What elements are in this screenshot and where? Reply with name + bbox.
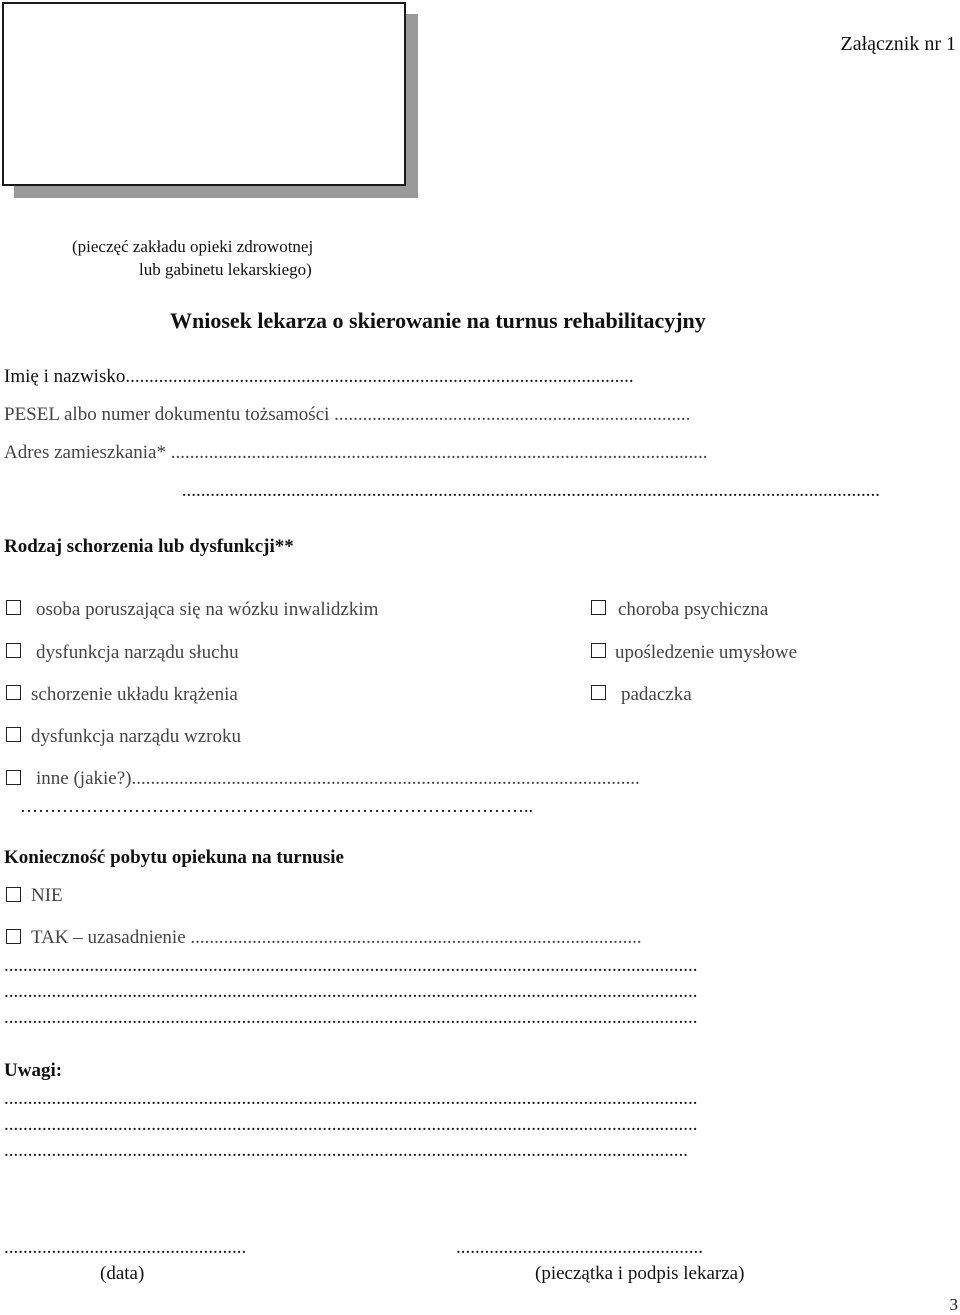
checkbox-mental-illness[interactable] xyxy=(591,600,606,615)
checkbox-vision[interactable] xyxy=(6,727,21,742)
name-field[interactable]: Imię i nazwisko........................................................................................................... xyxy=(4,367,634,386)
justification-line-1[interactable]: .................................................................................................................................................. xyxy=(4,956,698,975)
checkbox-caregiver-no[interactable] xyxy=(6,887,21,902)
checkbox-circulatory[interactable] xyxy=(6,685,21,700)
caregiver-justification-field[interactable]: TAK – uzasadnienie ............................................................................................... xyxy=(31,928,642,947)
attachment-label: Załącznik nr 1 xyxy=(840,33,956,55)
page-number: 3 xyxy=(949,1295,958,1314)
remarks-line-2[interactable]: .................................................................................................................................................. xyxy=(4,1115,698,1134)
remarks-heading: Uwagi: xyxy=(4,1060,63,1081)
checkbox-wheelchair[interactable] xyxy=(6,600,21,615)
checkbox-intellectual-disability[interactable] xyxy=(591,643,606,658)
condition-label-mental-illness: choroba psychiczna xyxy=(618,599,769,620)
page-title: Wniosek lekarza o skierowanie na turnus rehabilitacyjny xyxy=(170,308,706,333)
condition-label-epilepsy: padaczka xyxy=(621,684,692,705)
caregiver-no-label: NIE xyxy=(31,885,63,906)
other-condition-line2[interactable]: ………………………………………………………………………….. xyxy=(20,797,533,815)
stamp-caption-line2: lub gabinetu lekarskiego) xyxy=(139,260,312,279)
justification-line-2[interactable]: .................................................................................................................................................. xyxy=(4,982,698,1001)
date-field[interactable]: ................................................... xyxy=(4,1238,247,1257)
signature-field[interactable]: .................................................... xyxy=(456,1238,703,1257)
stamp-box xyxy=(2,2,406,186)
condition-label-intellectual-disability: upośledzenie umysłowe xyxy=(615,642,798,663)
stamp-caption-line1: (pieczęć zakładu opieki zdrowotnej xyxy=(72,237,314,256)
checkbox-hearing[interactable] xyxy=(6,643,21,658)
condition-label-vision: dysfunkcja narządu wzroku xyxy=(31,726,241,747)
justification-line-3[interactable]: .................................................................................................................................................. xyxy=(4,1008,698,1027)
condition-label-wheelchair: osoba poruszająca się na wózku inwalidzkim xyxy=(36,599,379,620)
caregiver-heading: Konieczność pobytu opiekuna na turnusie xyxy=(4,847,344,868)
checkbox-caregiver-yes[interactable] xyxy=(6,929,21,944)
remarks-line-1[interactable]: .................................................................................................................................................. xyxy=(4,1089,698,1108)
remarks-line-3[interactable]: ................................................................................................................................................ xyxy=(4,1141,688,1160)
condition-label-hearing: dysfunkcja narządu słuchu xyxy=(36,642,239,663)
checkbox-epilepsy[interactable] xyxy=(591,685,606,700)
other-condition-field[interactable]: inne (jakie?)........................................................................................................... xyxy=(36,769,640,788)
address-field[interactable]: Adres zamieszkania* ................................................................................................................. xyxy=(4,443,708,462)
signature-label: (pieczątka i podpis lekarza) xyxy=(535,1263,745,1284)
conditions-heading: Rodzaj schorzenia lub dysfunkcji** xyxy=(4,536,294,557)
address-field-line2[interactable]: ................................................................................................................................................... xyxy=(181,481,880,500)
checkbox-other[interactable] xyxy=(6,770,21,785)
pesel-field[interactable]: PESEL albo numer dokumentu tożsamości ........................................................................... xyxy=(4,405,691,424)
condition-label-circulatory: schorzenie układu krążenia xyxy=(31,684,238,705)
date-label: (data) xyxy=(100,1263,145,1284)
